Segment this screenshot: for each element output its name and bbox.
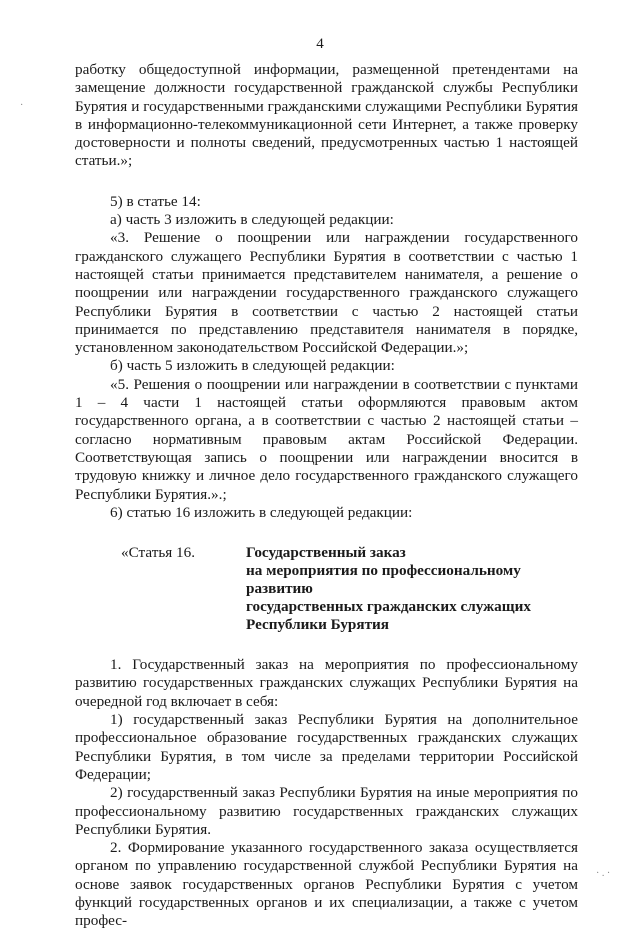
- quote-part-5: «5. Решения о поощрении или награждении в соответствии с пунктами 1 – 4 части 1 настоящей статьи оформляются правовым актом государственного органа, а в соответствии с частью 2 настоящей статьи – согласно нормативным правовым актам Российской Федерации. Соответствующая запись о поощрении или награждении вносится в трудовую книжку и личное дело государственного гражданского служащего Республики Бурятия.».;: [75, 375, 578, 503]
- article-number: «Статья 16.: [121, 544, 196, 562]
- margin-mark-left: ·: [20, 100, 24, 111]
- page-number: 4: [316, 36, 324, 52]
- item-5b: б) часть 5 изложить в следующей редакции:: [110, 357, 395, 375]
- article-heading: [121, 544, 578, 634]
- paragraph-continuation: работку общедоступной информации, размещенной претендентами на замещение должности государственной гражданской службы Республики Бурятия и государственными гражданскими служащими Республики Бурятия в информационно-телекоммуникационной сети Интернет, а также проверку достоверности и полноты сведений, предусмотренных частью 1 настоящей статьи.»;: [75, 61, 578, 170]
- quote-part-3: «3. Решение о поощрении или награждении государственного гражданского служащего Республики Бурятия в соответствии с частью 1 настоящей статьи принимается представителем нанимателя, а решение о поощрении или награждении государственного гражданского служащего Республики Бурятия в соответствии с частью 2 настоящей статьи принимается по представлению представителя нанимателя в порядке, установленном законодательством Российской Федерации.»;: [75, 229, 578, 357]
- margin-mark-bottom-right: · . ·: [596, 868, 611, 879]
- article-part-1-item-2: 2) государственный заказ Республики Бурятия на иные мероприятия по профессиональному развитию государственных гражданских служащих Республики Бурятия.: [75, 784, 578, 838]
- item-6: 6) статью 16 изложить в следующей редакции:: [110, 503, 413, 521]
- item-5: 5) в статье 14:: [110, 192, 201, 210]
- article-title: Государственный заказ на мероприятия по профессиональному развитию государственных гражданских служащих Республики Бурятия: [246, 544, 531, 634]
- article-part-2: 2. Формирование указанного государственного заказа осуществляется органом по управлению государственной службой Республики Бурятия на основе заявок государственных органов Республики Бурятия с учетом функций государственных органов и их специализации, а также с учетом профес-: [75, 839, 578, 930]
- article-part-1-item-1: 1) государственный заказ Республики Бурятия на дополнительное профессиональное образование государственных гражданских служащих Республики Бурятия, в том числе за пределами территории Российской Федерации;: [75, 711, 578, 783]
- article-part-1: 1. Государственный заказ на мероприятия по профессиональному развитию государственных гражданских служащих Республики Бурятия на очередной год включает в себя:: [75, 656, 578, 710]
- item-5a: а) часть 3 изложить в следующей редакции:: [110, 211, 394, 229]
- document-body: [75, 61, 578, 931]
